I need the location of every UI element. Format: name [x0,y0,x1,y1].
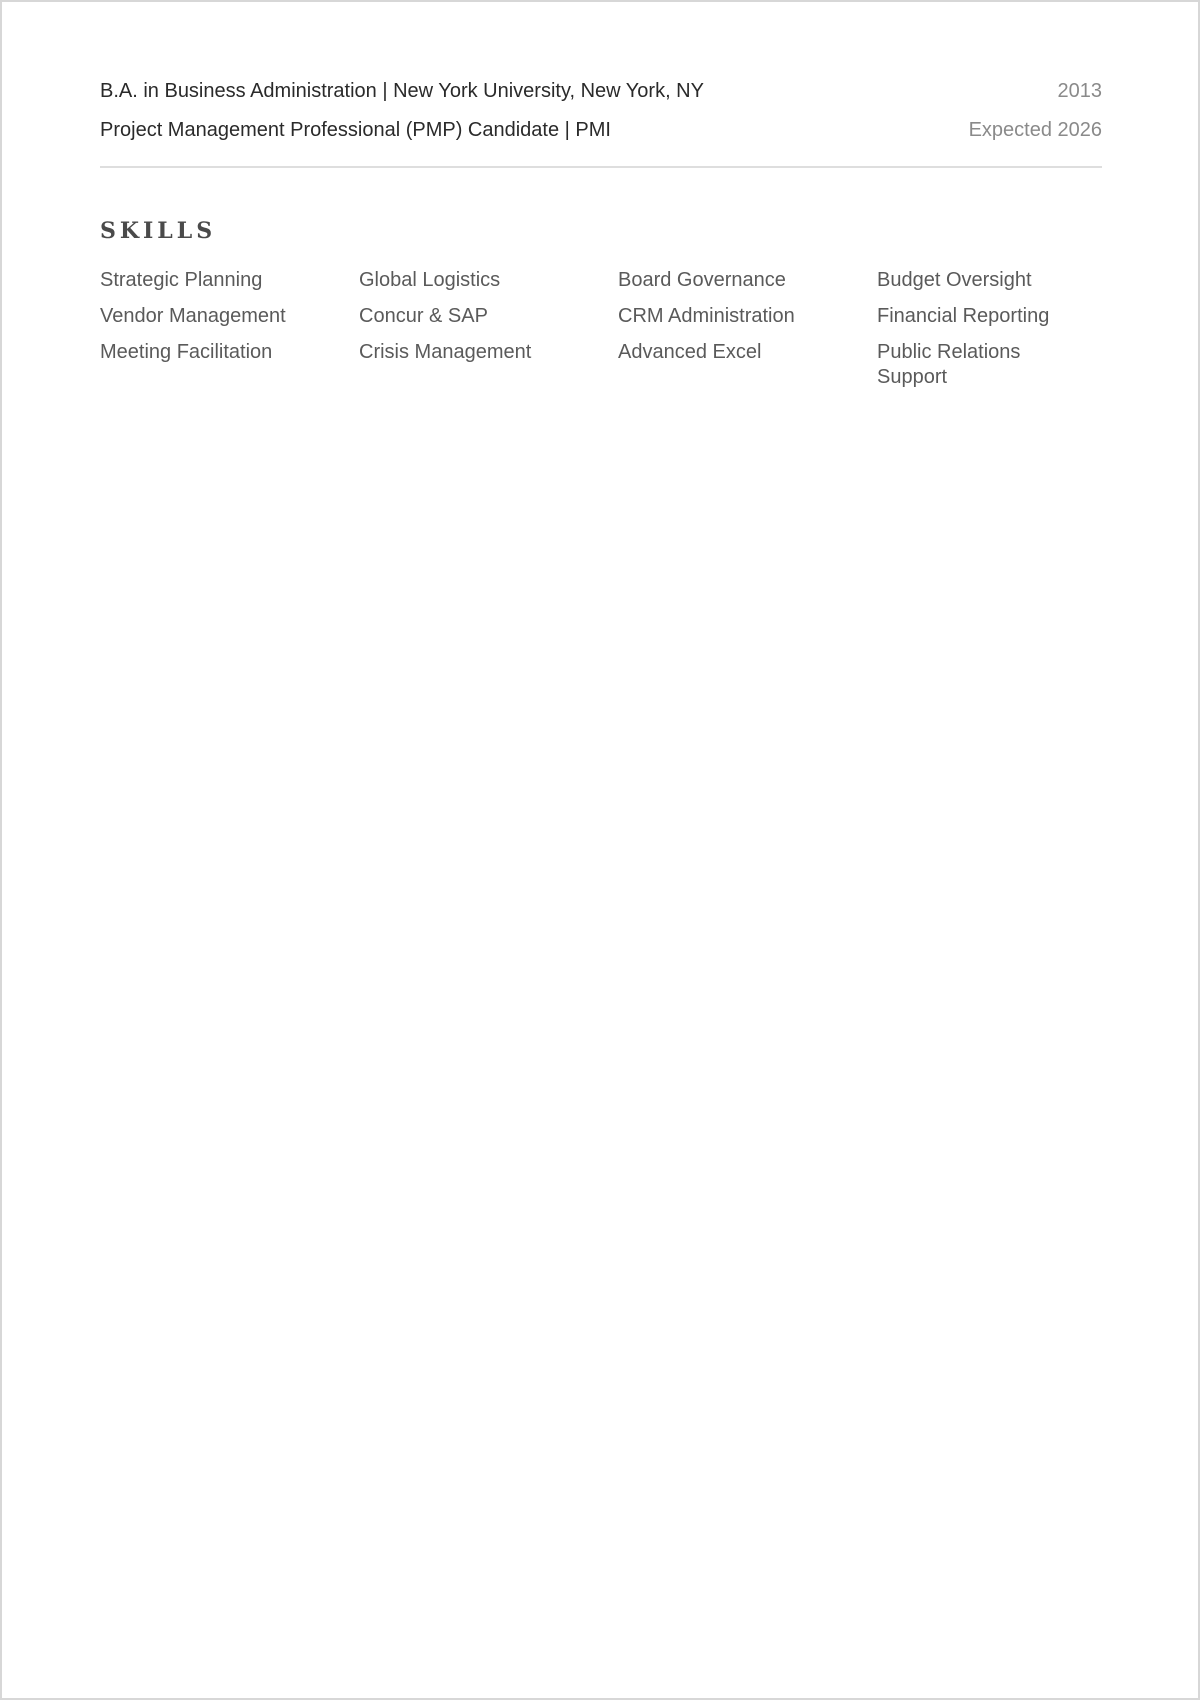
skill-item: Strategic Planning [100,269,263,291]
skill-item: Financial Reporting [877,305,1050,327]
skill-item: Budget Oversight [877,269,1032,291]
skill-item: Concur & SAP [359,305,488,327]
skill-item: Crisis Management [359,341,532,363]
skill-item: Public Relations Support [877,341,1021,388]
education-title: B.A. in Business Administration | New York University, New York, NY [100,80,704,102]
skill-item: Vendor Management [100,305,286,327]
education-title: Project Management Professional (PMP) Candidate | PMI [100,119,611,141]
skill-item: Advanced Excel [618,341,762,363]
education-date: 2013 [1057,80,1102,102]
skill-item: CRM Administration [618,305,795,327]
section-divider [100,166,1102,168]
skills-heading: SKILLS [100,218,217,244]
skill-item: Board Governance [618,269,786,291]
skill-item: Meeting Facilitation [100,341,273,363]
education-date: Expected 2026 [968,119,1102,141]
education-entry [100,76,1102,106]
education-entry [100,115,1102,145]
skill-item: Global Logistics [359,269,501,291]
skills-grid [100,268,1102,390]
